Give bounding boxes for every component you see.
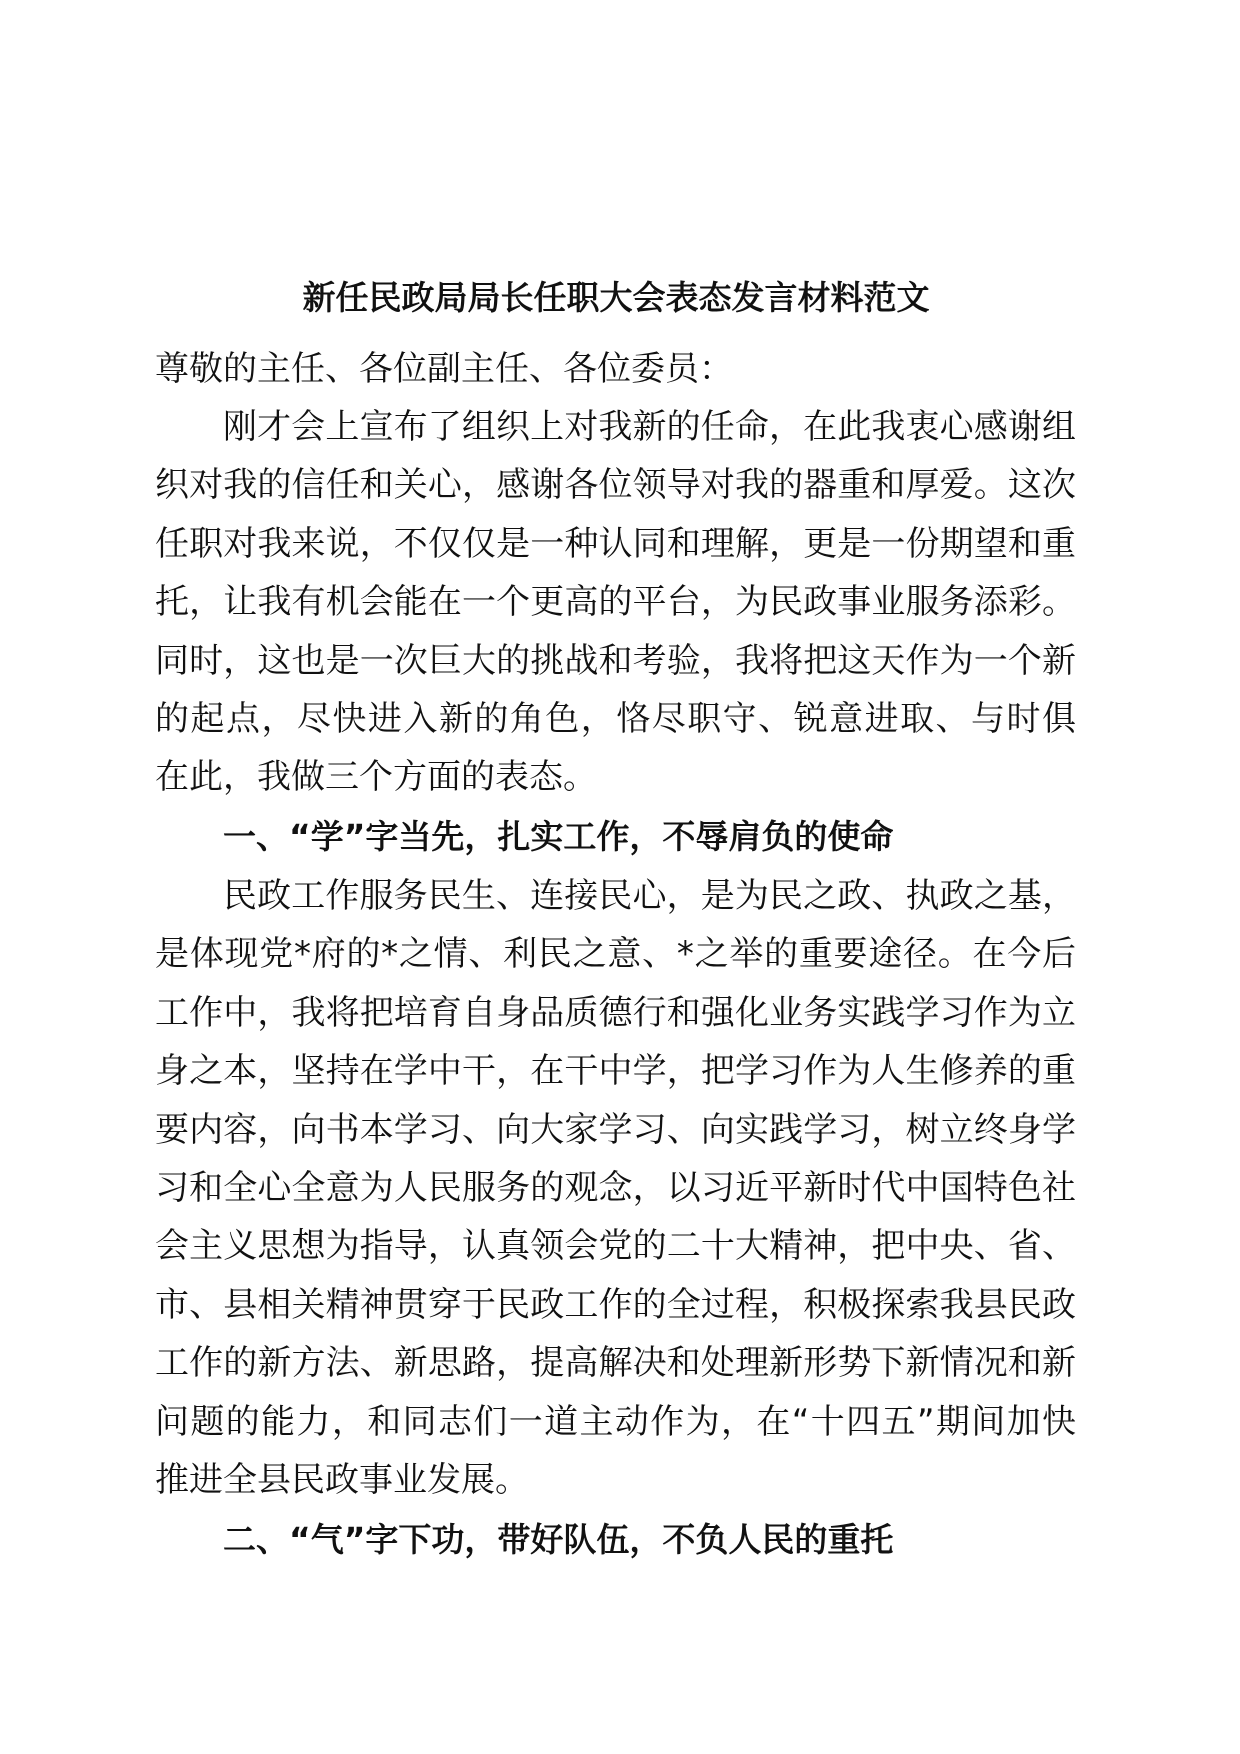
paragraph-line: 问题的能力，和同志们一道主动作为，在“十四五”期间加快	[155, 1401, 1076, 1442]
paragraph-line: 身之本，坚持在学中干，在干中学，把学习作为人生修养的重	[155, 1051, 1076, 1092]
paragraph-line: 是体现党*府的*之情、利民之意、*之举的重要途径。在今后	[155, 934, 1076, 975]
paragraph-line: 织对我的信任和关心，感谢各位领导对我的器重和厚爱。这次	[155, 465, 1076, 506]
paragraph-line: 要内容，向书本学习、向大家学习、向实践学习，树立终身学	[155, 1109, 1076, 1150]
paragraph-line: 刚才会上宣布了组织上对我新的任命，在此我衷心感谢组	[223, 407, 1076, 447]
paragraph-line: 托，让我有机会能在一个更高的平台，为民政事业服务添彩。	[155, 582, 1076, 623]
paragraph-1	[155, 398, 1076, 807]
paragraph-line: 任职对我来说，不仅仅是一种认同和理解，更是一份期望和重	[155, 523, 1076, 564]
section-heading-1-block	[155, 808, 1076, 866]
salutation: 尊敬的主任、各位副主任、各位委员：	[155, 349, 733, 389]
paragraph-line: 同时，这也是一次巨大的挑战和考验，我将把这天作为一个新	[155, 640, 1076, 681]
paragraph-line: 市、县相关精神贯穿于民政工作的全过程，积极探索我县民政	[155, 1284, 1076, 1325]
salutation-block	[155, 340, 1076, 398]
section-heading-2: 二、“气”字下功，带好队伍，不负人民的重托	[223, 1520, 894, 1559]
paragraph-line: 工作中，我将把培育自身品质德行和强化业务实践学习作为立	[155, 992, 1076, 1033]
paragraph-line: 民政工作服务民生、连接民心，是为民之政、执政之基，	[223, 876, 1076, 916]
paragraph-line: 在此，我做三个方面的表态。	[155, 757, 597, 798]
paragraph-line: 习和全心全意为人民服务的观念，以习近平新时代中国特色社	[155, 1167, 1076, 1208]
paragraph-line: 的起点，尽快进入新的角色，恪尽职守、锐意进取、与时俱	[155, 698, 1076, 739]
paragraph-line: 会主义思想为指导，认真领会党的二十大精神，把中央、省、	[155, 1226, 1076, 1267]
document-title: 新任民政局局长任职大会表态发言材料范文	[302, 278, 930, 317]
paragraph-2	[155, 867, 1076, 1509]
paragraph-line: 工作的新方法、新思路，提高解决和处理新形势下新情况和新	[155, 1343, 1076, 1384]
section-heading-1: 一、“学”字当先，扎实工作，不辱肩负的使命	[223, 817, 894, 856]
section-heading-2-block	[155, 1511, 1076, 1569]
paragraph-line: 推进全县民政事业发展。	[155, 1459, 529, 1500]
